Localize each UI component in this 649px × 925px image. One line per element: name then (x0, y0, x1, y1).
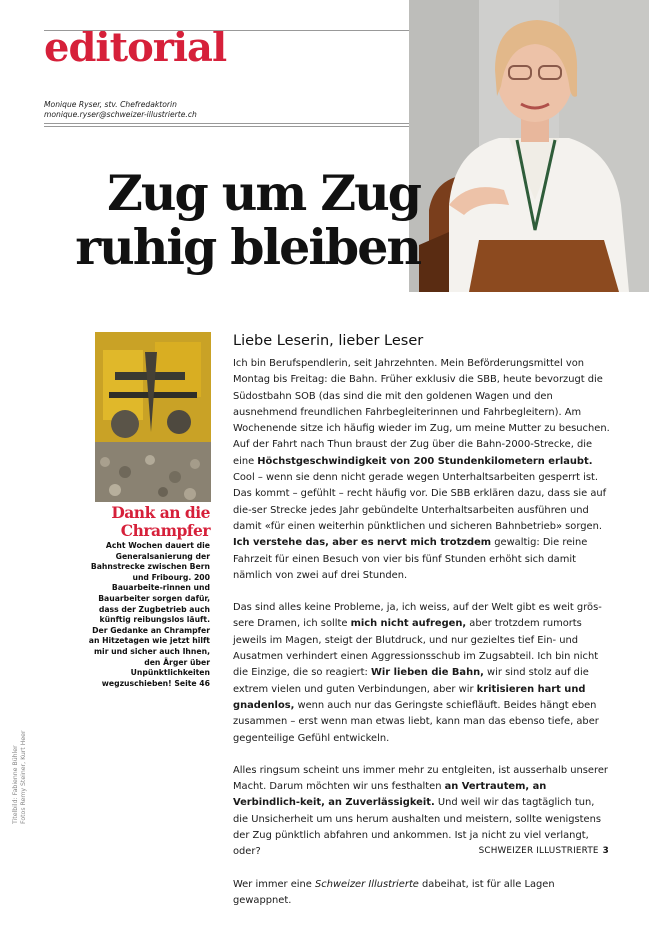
top-rule (44, 30, 410, 31)
author-name: Monique Ryser, stv. Chefredaktorin (44, 100, 177, 109)
author-rule-1 (44, 123, 410, 124)
headline (40, 166, 420, 274)
magazine-name: SCHWEIZER ILLUSTRIERTE (478, 846, 599, 856)
sidebar-title-line-1: Dank an die (111, 503, 210, 522)
sidebar-text: Acht Wochen dauert die Generalsanierung der Bahnstrecke zwischen Bern und Fribourg. 200 Bauarbeite-rinnen und Bauarbeiter sorgen dafür, dass der Zugbetrieb auch künftig reibungslos läuft. Der Gedanke an Chrampfer an Hitzetagen wie jetzt hilft mir und sicher auch Ihnen, den Ärger über Unpünktlichkeiten wegzuschieben! Seite 46 (88, 541, 210, 688)
photo-credits (12, 700, 27, 824)
article-greeting: Liebe Leserin, lieber Leser (233, 333, 424, 349)
sidebar-title-line-2: Chrampfer (120, 521, 210, 540)
article-body (233, 356, 611, 925)
paragraph-3: Alles ringsum scheint uns immer mehr zu entgleiten, ist ausserhalb unserer Macht. Darum möchten wir uns festhalten an Vertrautem, an Verbindlich-keit, an Zuverlässigkeit. Und weil wir das tagtäglich tun, die Unsicherheit um uns herum aushalten und meistern, sollte wenigstens der Zug pünktlich abfahren und ankommen. Ist ja nicht zu viel verlangt, oder? (233, 764, 608, 858)
section-kicker: editorial (44, 24, 227, 71)
author-block (44, 100, 197, 120)
construction-photo (95, 332, 211, 502)
sidebar-title (90, 504, 210, 540)
headline-line-1: Zug um Zug (107, 164, 420, 222)
paragraph-1: Ich bin Berufspendlerin, seit Jahrzehnten. Mein Beförderungsmittel von Montag bis Freitag: die Bahn. Früher exklusiv die SBB, heute bevorzugt die Südostbahn SOB (das sind die mit den goldenen Wagen und den ausnehmend freundlichen Fahrbegleiterinnen und Fahrbegleitern). Am Wochenende sitze ich häufig wieder im Zug, um meine Mutter zu besuchen. Auf der Fahrt nach Thun braust der Zug über die Bahn-2000-Strecke, die eine Höchstgeschwindigkeit von 200 Stundenkilometern erlaubt. Cool – wenn sie denn nicht gerade wegen Unterhaltsarbeiten gesperrt ist. Das kommt – gefühlt – recht häufig vor. Die SBB erklären dazu, dass sie auf die-ser Strecke jedes Jahr gebündelte Unterhaltsarbeiten ausführen und damit «für einen weiterhin pünktlichen und sicheren Bahnbetrieb» sorgen. Ich verstehe das, aber es nervt mich trotzdem gewaltig: Die reine Fahrzeit für einen Besuch von vier bis fünf Stunden erhöht sich damit nämlich von zwei auf drei Stunden. (233, 358, 610, 581)
credit-line-1: Titelbild: Fabienne Bühler (12, 745, 19, 824)
author-email[interactable]: monique.ryser@schweizer-illustrierte.ch (44, 110, 197, 119)
page-number: 3 (602, 846, 609, 856)
paragraph-2: Das sind alles keine Probleme, ja, ich weiss, auf der Welt gibt es weit grös-sere Dramen, ich sollte mich nicht aufregen, aber trotzdem rumorts jeweils im Magen, steigt der Blutdruck, und nur gezieltes tief Ein- und Ausatmen verhindert einen Aggressionsschub im Zugsabteil. Ich bin nicht die Einzige, die so reagiert: Wir lieben die Bahn, wir sind stolz auf die extrem vielen und guten Verbindungen, aber wir kritisieren hart und gnadenlos, wenn auch nur das Geringste schiefläuft. Beides hängt eben zusammen – erst wenn man etwas liebt, kann man das ebenso tiefe, aber gegenteilige Gefühl entwickeln. (233, 602, 602, 744)
author-rule-2 (44, 126, 410, 127)
page-footer (479, 845, 609, 857)
author-photo (409, 0, 649, 292)
paragraph-4: Wer immer eine Schweizer Illustrierte dabeihat, ist für alle Lagen gewappnet. (233, 878, 555, 906)
headline-line-2: ruhig bleiben (75, 218, 420, 276)
credit-line-2: Fotos Remy Steiner, Kurt Heer (20, 730, 27, 824)
